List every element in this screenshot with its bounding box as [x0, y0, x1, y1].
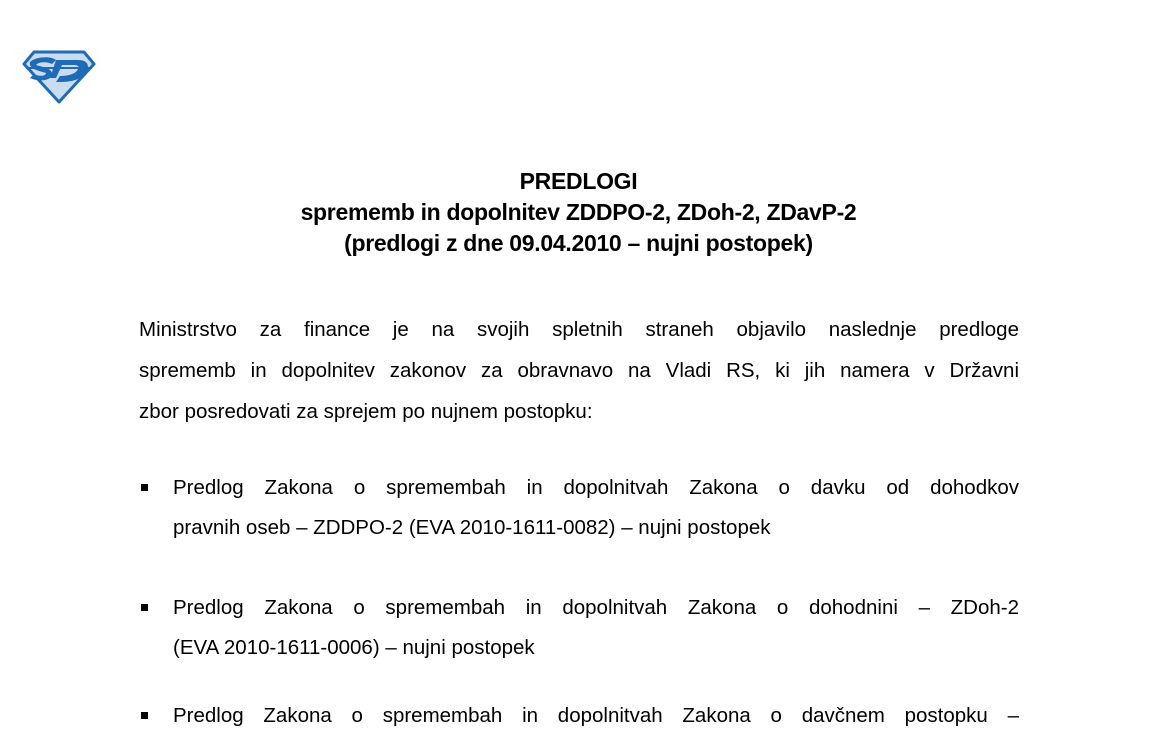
- intro-paragraph: [139, 309, 1019, 432]
- company-logo: [22, 50, 96, 104]
- square-bullet-icon: [141, 712, 148, 719]
- list-item-line: (EVA 2010-1611-0006) – nujni postopek: [173, 636, 535, 659]
- square-bullet-icon: [141, 484, 148, 491]
- intro-line: Ministrstvo za finance je na svojih spletnih straneh objavilo naslednje predloge: [139, 318, 1019, 341]
- list-item: [139, 696, 1019, 736]
- square-bullet-icon: [141, 604, 148, 611]
- list-item-line: Predlog Zakona o spremembah in dopolnitvah Zakona o davčnem postopku –: [173, 704, 1019, 727]
- list-item: [139, 588, 1019, 668]
- list-item-line: pravnih oseb – ZDDPO-2 (EVA 2010-1611-0082) – nujni postopek: [173, 516, 771, 539]
- list-item-line: Predlog Zakona o spremembah in dopolnitvah Zakona o dohodnini – ZDoh-2: [173, 596, 1019, 619]
- intro-line: sprememb in dopolnitev zakonov za obravnavo na Vladi RS, ki jih namera v Državni: [139, 359, 1019, 382]
- document-title: [0, 166, 1157, 259]
- intro-line: zbor posredovati za sprejem po nujnem postopku:: [139, 400, 593, 423]
- title-line-3: (predlogi z dne 09.04.2010 – nujni postopek): [344, 230, 813, 256]
- list-item: [139, 468, 1019, 548]
- list-item-line: Predlog Zakona o spremembah in dopolnitvah Zakona o davku od dohodkov: [173, 476, 1019, 499]
- title-line-1: PREDLOGI: [519, 168, 638, 194]
- diamond-shield-logo-icon: [22, 50, 96, 104]
- title-line-2: sprememb in dopolnitev ZDDPO-2, ZDoh-2, ZDavP-2: [300, 199, 857, 225]
